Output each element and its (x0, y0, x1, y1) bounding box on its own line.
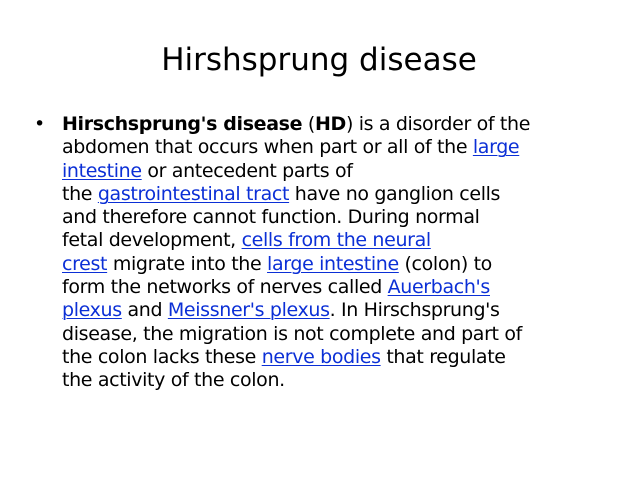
text-line-11 (62, 346, 606, 369)
text-segment: and therefore cannot function. During normal (62, 206, 480, 229)
text-line-8 (62, 276, 606, 299)
link-gastrointestinal-tract[interactable]: gastrointestinal tract (97, 182, 290, 205)
text-segment: (colon) to (398, 252, 492, 275)
text-segment: migrate into the (107, 252, 268, 275)
text-segment: that regulate (380, 345, 506, 368)
text-segment: fetal development, (62, 229, 242, 252)
term-hirschsprungs-disease: Hirschsprung's disease (62, 113, 303, 135)
link-auerbachs-plexus-part2[interactable]: plexus (62, 299, 122, 322)
text-segment: . In Hirschsprung's (329, 299, 500, 322)
text-segment: the (62, 182, 98, 205)
link-neural-crest-part1[interactable]: cells from the neural (241, 229, 431, 252)
text-segment: the activity of the colon. (62, 369, 285, 392)
text-segment: and (121, 299, 168, 322)
link-nerve-bodies[interactable]: nerve bodies (261, 345, 381, 368)
text-segment: have no ganglion cells (289, 182, 501, 205)
link-large-intestine-part1[interactable]: large (472, 136, 520, 159)
term-hd: HD (314, 113, 346, 135)
slide-title: Hirshsprung disease (161, 42, 477, 78)
text-line-5 (62, 206, 606, 229)
text-line-6 (62, 229, 606, 252)
text-line-1 (62, 113, 606, 136)
link-meissners-plexus[interactable]: Meissner's plexus (167, 299, 330, 322)
text-segment: or antecedent parts of (141, 159, 353, 182)
link-large-intestine[interactable]: large intestine (267, 252, 399, 275)
link-large-intestine-part2[interactable]: intestine (62, 159, 142, 182)
text-segment: form the networks of nerves called (62, 276, 388, 299)
text-segment: abdomen that occurs when part or all of the (62, 136, 473, 159)
text-segment: ( (302, 113, 315, 135)
bullet-item (34, 113, 606, 393)
slide-body (34, 113, 606, 393)
text-line-2 (62, 136, 606, 159)
text-segment: the colon lacks these (62, 345, 262, 368)
text-line-12 (62, 369, 606, 392)
link-neural-crest-part2[interactable]: crest (62, 252, 108, 275)
text-segment: disease, the migration is not complete and part of (62, 322, 522, 345)
bullet-dot: • (34, 113, 45, 135)
text-line-3 (62, 160, 606, 183)
text-line-4 (62, 183, 606, 206)
text-segment: ) is a disorder of the (345, 113, 531, 135)
text-line-10 (62, 323, 606, 346)
text-line-7 (62, 253, 606, 276)
link-auerbachs-plexus-part1[interactable]: Auerbach's (387, 276, 490, 299)
text-line-9 (62, 299, 606, 322)
